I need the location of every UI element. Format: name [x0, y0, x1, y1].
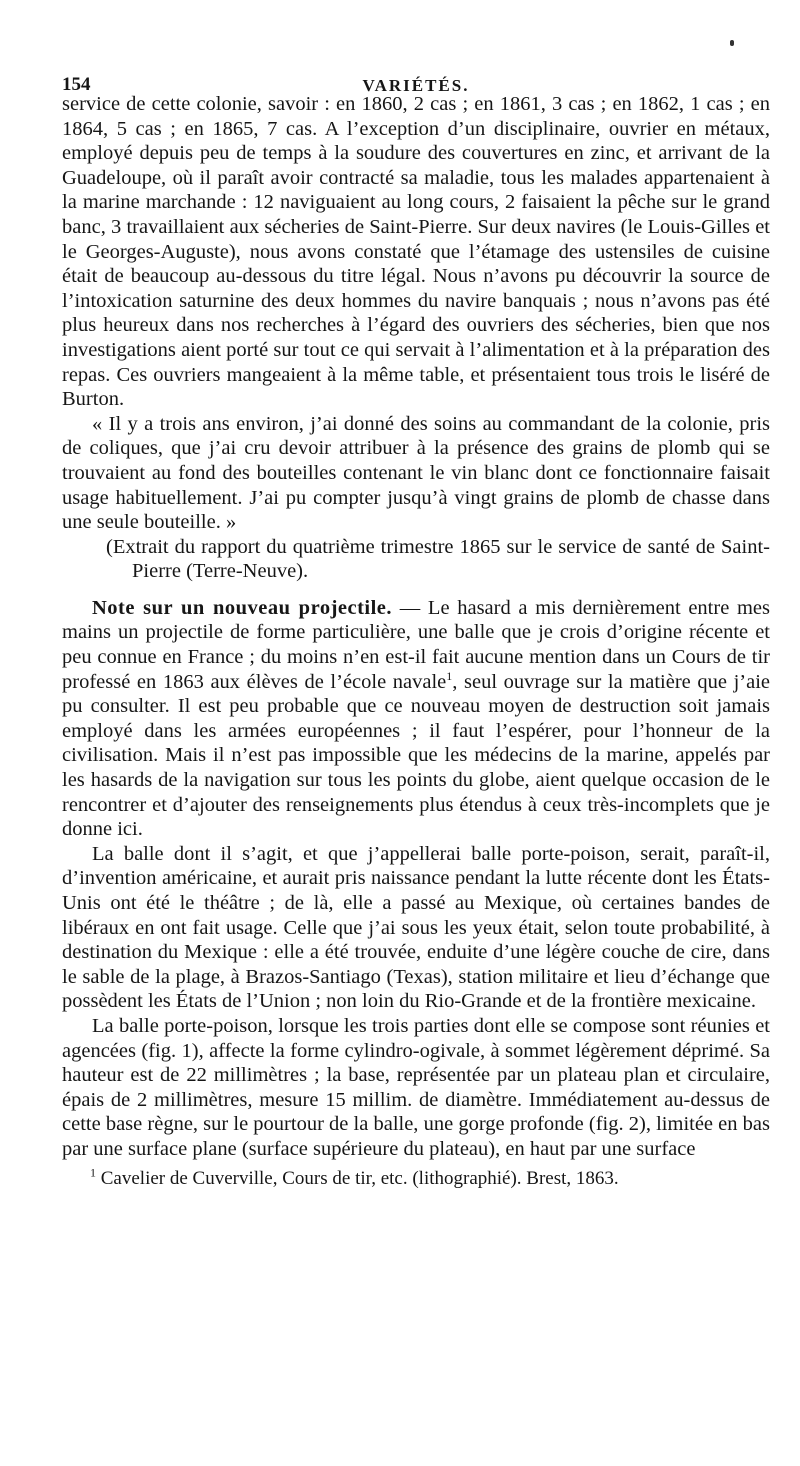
- note-intro-text: — Le hasard a mis dernièrement entre mes mains un projectile de forme particulière, une balle que je crois d’origine récente et peu connue en France ; du moins n’en est-il fait aucune mention dans un Cours de tir professé en 1863 aux élèves de l’école navale: [62, 596, 771, 693]
- paragraph-saturnism-cases: service de cette colonie, savoir : en 1860, 2 cas ; en 1861, 3 cas ; en 1862, 1 cas ; en 1864, 5 cas ; en 1865, 7 cas. A l’exception d’un disciplinaire, ouvrier en métaux, employé depuis peu de temps à la soudure des couvertures en zinc, et arrivant de la Guadeloupe, où il paraît avoir contracté sa maladie, tous les malades appartenaient à la marine marchande : 12 naviguaient au long cours, 2 faisaient la pêche sur le grand banc, 3 travaillaient aux sécheries de Saint-Pierre. Sur deux navires (le Louis-Gilles et le Georges-Auguste), nous avons constaté que l’étamage des ustensiles de cuisine était de beaucoup au-dessous du titre légal. Nous n’avons pu découvrir la source de l’intoxication saturnine des deux hommes du navire banquais ; nous n’avons pas été plus heureux dans nos recherches à l’égard des ouvriers des sécheries, bien que nos investigations aient porté sur tout ce qui servait à l’alimentation et à la préparation des repas. Ces ouvriers mangeaient à la même table, et présentaient tous trois le liséré de Burton.: [62, 93, 770, 411]
- footnote: [62, 1165, 770, 1190]
- paragraph-origin: La balle dont il s’agit, et que j’appellerai balle porte-poison, serait, paraît-il, d’invention américaine, et aurait pris naissance pendant la lutte récente dont les États-Unis ont été le théâtre ; de là, elle a passé au Mexique, où certaines bandes de libéraux en ont fait usage. Celle que j’ai sous les yeux était, selon toute probabilité, à destination du Mexique : elle a été trouvée, enduite d’une légère couche de cire, dans le sable de la plage, à Brazos-Santiago (Texas), station militaire et lieu d’échange que possèdent les États de l’Union ; non loin du Rio-Grande et de la frontière mexicaine.: [62, 842, 770, 1013]
- note-rest-text: , seul ouvrage sur la matière que j’aie pu consulter. Il est peu probable que ce nouveau moyen de destruction soit jamais employé dans les armées européennes ; il faut l’espérer, pour l’honneur de la civilisation. Mais il n’est pas impossible que les médecins de la marine, appelés par les hasards de la navigation sur tous les points du globe, aient quelque occasion de le rencontrer et d’ajouter des renseignements plus étendus à ceux très-incomplets que je donne ici.: [62, 670, 770, 841]
- source-citation: (Extrait du rapport du quatrième trimestre 1865 sur le service de santé de Saint-Pierre (Terre-Neuve).: [106, 535, 770, 583]
- page-number: 154: [62, 74, 91, 95]
- running-title: VARIÉTÉS.: [362, 76, 470, 95]
- paragraph-description: La balle porte-poison, lorsque les trois parties dont elle se compose sont réunies et agencées (fig. 1), affecte la forme cylindro-ogivale, à sommet légèrement déprimé. Sa hauteur est de 22 millimètres ; la base, représentée par un plateau plan et circulaire, épais de 2 millimètres, mesure 15 millim. de diamètre. Immédiatement au-dessus de cette base règne, sur le pourtour de la balle, une gorge profonde (fig. 2), limitée en bas par une surface plane (surface supérieure du plateau), en haut par une surface: [62, 1014, 770, 1160]
- page-header: [62, 62, 770, 95]
- ink-speck: [730, 40, 734, 46]
- book-page: [62, 62, 770, 1190]
- footnote-mark: 1: [90, 1165, 96, 1180]
- footnote-text: Cavelier de Cuverville, Cours de tir, etc. (lithographié). Brest, 1863.: [100, 1167, 619, 1189]
- footnote-reference: 1: [446, 668, 453, 683]
- section-heading: Note sur un nouveau projectile.: [92, 596, 393, 619]
- note-paragraph: [62, 596, 770, 842]
- page-body: [62, 92, 770, 1190]
- paragraph-quoted-testimony: « Il y a trois ans environ, j’ai donné des soins au commandant de la colonie, pris de coliques, que j’ai cru devoir attribuer à la présence des grains de plomb qui se trouvaient au fond des bouteilles contenant le vin blanc dont ce fonctionnaire faisait usage habituellement. J’ai pu compter jusqu’à vingt grains de plomb de chasse dans une seule bouteille. »: [62, 412, 770, 534]
